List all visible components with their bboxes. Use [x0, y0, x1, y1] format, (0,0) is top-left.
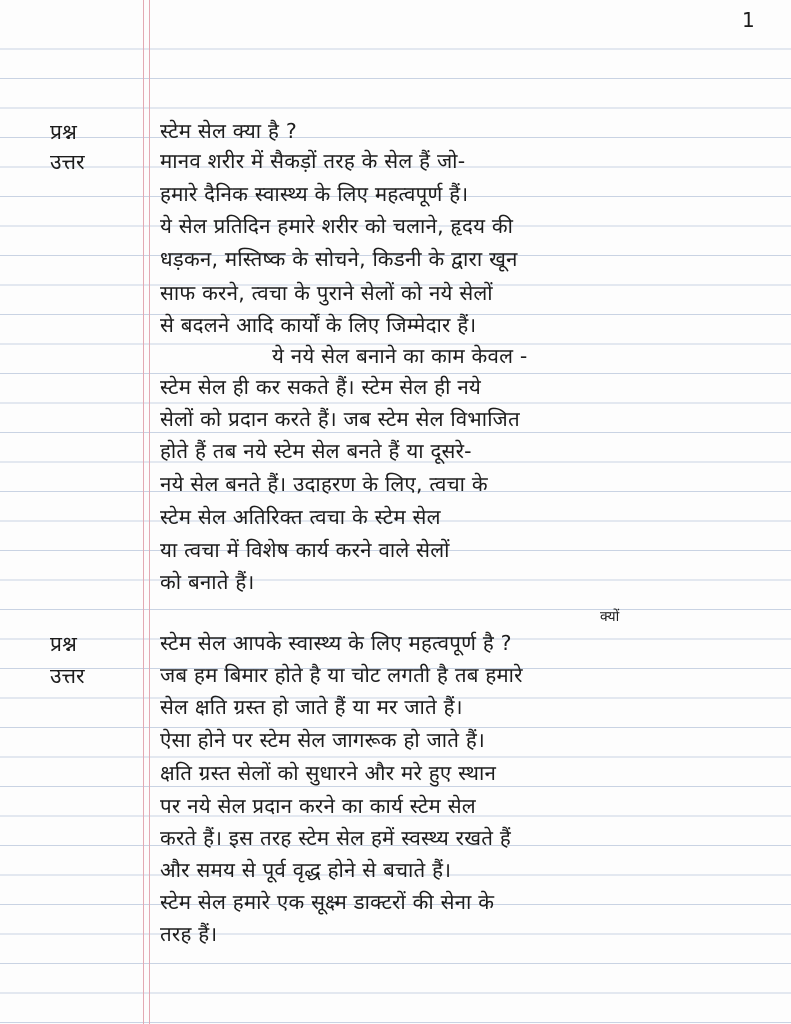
answer-label-2: उत्तर — [50, 664, 85, 688]
answer-2-line: करते हैं। इस तरह स्टेम सेल हमें स्वस्थ्य रखते हैं — [160, 826, 511, 850]
answer-1-line: नये सेल बनते हैं। उदाहरण के लिए, त्वचा के — [160, 472, 488, 496]
answer-2-line: क्षति ग्रस्त सेलों को सुधारने और मरे हुए स्थान — [160, 761, 497, 785]
question-label-1: प्रश्न — [50, 120, 77, 144]
answer-1-line: हमारे दैनिक स्वास्थ्य के लिए महत्वपूर्ण हैं। — [160, 182, 469, 206]
answer-2-line: सेल क्षति ग्रस्त हो जाते हैं या मर जाते हैं। — [160, 695, 463, 719]
question-2-text: स्टेम सेल आपके स्वास्थ्य के लिए महत्वपूर्ण है ? — [160, 631, 512, 655]
answer-2-line: और समय से पूर्व वृद्ध होने से बचाते हैं। — [160, 858, 452, 882]
answer-2-line: स्टेम सेल हमारे एक सूक्ष्म डाक्टरों की सेना के — [160, 890, 495, 914]
answer-1-line: या त्वचा में विशेष कार्य करने वाले सेलों — [160, 538, 450, 562]
page-number: 1 — [742, 8, 755, 32]
answer-1-line: ये सेल प्रतिदिन हमारे शरीर को चलाने, हृदय की — [160, 214, 514, 238]
question-1-text: स्टेम सेल क्या है ? — [160, 119, 297, 143]
answer-2-line: तरह हैं। — [160, 922, 218, 946]
answer-1-line: सेलों को प्रदान करते हैं। जब स्टेम सेल विभाजित — [160, 407, 520, 431]
inserted-word: क्यों — [600, 609, 620, 625]
answer-1-line: से बदलने आदि कार्यों के लिए जिम्मेदार हैं। — [160, 313, 477, 337]
margin-line-right — [149, 0, 150, 1024]
answer-1-line: को बनाते हैं। — [160, 570, 255, 594]
answer-2-line: जब हम बिमार होते है या चोट लगती है तब हमारे — [160, 663, 523, 687]
answer-1-line: मानव शरीर में सैकड़ों तरह के सेल हैं जो- — [160, 149, 466, 173]
answer-2-line: ऐसा होने पर स्टेम सेल जागरूक हो जाते हैं। — [160, 728, 485, 752]
answer-1-line: ये नये सेल बनाने का काम केवल - — [272, 344, 528, 368]
answer-1-line: होते हैं तब नये स्टेम सेल बनते हैं या दूसरे- — [160, 439, 472, 463]
answer-2-line: पर नये सेल प्रदान करने का कार्य स्टेम सेल — [160, 794, 476, 818]
question-label-2: प्रश्न — [50, 632, 77, 656]
answer-1-line: स्टेम सेल ही कर सकते हैं। स्टेम सेल ही नये — [160, 375, 482, 399]
answer-label-1: उत्तर — [50, 150, 85, 174]
margin-line-left — [143, 0, 144, 1024]
answer-1-line: धड़कन, मस्तिष्क के सोचने, किडनी के द्वारा खून — [160, 247, 518, 271]
answer-1-line: स्टेम सेल अतिरिक्त त्वचा के स्टेम सेल — [160, 505, 441, 529]
answer-1-line: साफ करने, त्वचा के पुराने सेलों को नये सेलों — [160, 281, 493, 305]
